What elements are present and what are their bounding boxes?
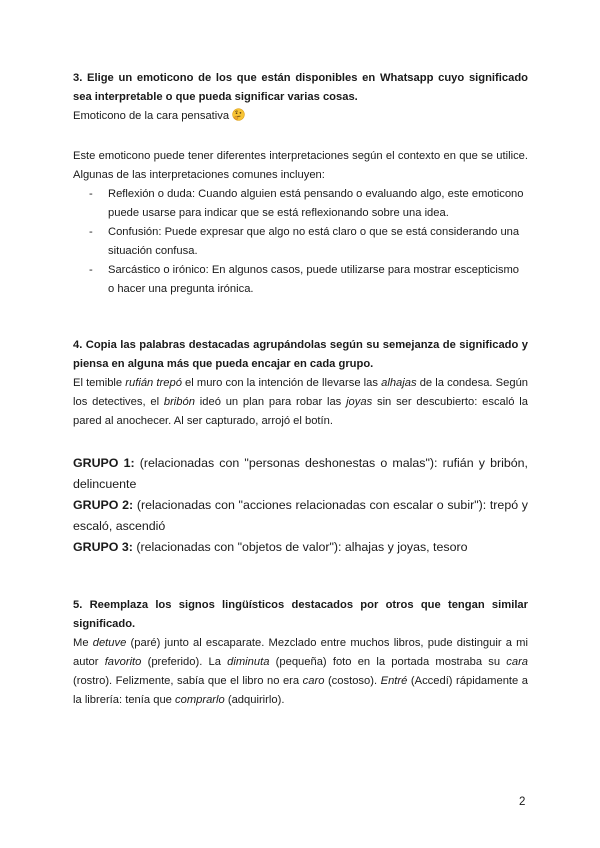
section-4 [73,336,528,431]
page-number: 2 [519,796,526,808]
question-4: 4. Copia las palabras destacadas agrupándolas según su semejanza de significado y piensa en alguna más que pueda encajar en cada grupo. [73,339,528,370]
interpretations-list [73,185,528,299]
highlighted-word: cara [506,656,529,668]
highlighted-word: comprarlo [175,694,225,706]
thinking-face-icon [232,108,245,128]
highlighted-word: rufián [125,377,154,389]
highlighted-word: alhajas [381,377,417,389]
list-item: - Confusión: Puede expresar que algo no está claro o que se está considerando una situación confusa. [73,223,528,261]
group-1: GRUPO 1: (relacionadas con "personas deshonestas o malas"): rufián y bribón, delincuente [73,456,528,491]
paragraph-5: Me detuve (paré) junto al escaparate. Mezclado entre muchos libros, pude distinguir a mi autor favorito (preferido). La diminuta (pequeña) foto en la portada mostraba su cara (rostro). Felizmente, sabía que el libro no era caro (costoso). Entré (Accedí) rápidamente a la librería: tenía que comprarlo (adquirirlo). [73,637,529,706]
list-item: - Sarcástico o irónico: En algunos casos, puede utilizarse para mostrar escepticismo o hacer una pregunta irónica. [73,261,528,299]
paragraph-4: El temible rufián trepó el muro con la intención de llevarse las alhajas de la condesa. Según los detectives, el bribón ideó un plan para robar las joyas sin ser descubierto: escaló la pared al anochecer. Al ser capturado, arrojó el botín. [73,377,529,427]
group-2: GRUPO 2: (relacionadas con "acciones relacionadas con escalar o subir"): trepó y escaló, ascendió [73,498,528,533]
highlighted-word: favorito [104,656,142,668]
question-3: 3. Elige un emoticono de los que están disponibles en Whatsapp cuyo significado sea interpretable o que pueda significar varias cosas. [73,72,528,103]
groups [73,453,528,558]
highlighted-word: joyas [346,396,373,408]
highlighted-word: trepó [156,377,182,389]
group-3: GRUPO 3: (relacionadas con "objetos de valor"): alhajas y joyas, tesoro [73,540,468,554]
answer-3: Emoticono de la cara pensativa [73,107,528,128]
highlighted-word: detuve [92,637,127,649]
question-5: 5. Reemplaza los signos lingüísticos destacados por otros que tengan similar significado. [73,599,528,630]
section-3 [73,69,528,299]
highlighted-word: caro [302,675,325,687]
highlighted-word: bribón [163,396,195,408]
highlighted-word: diminuta [227,656,270,668]
list-item: - Reflexión o duda: Cuando alguien está pensando o evaluando algo, este emoticono puede usarse para indicar que se está reflexionando sobre una idea. [73,185,528,223]
highlighted-word: Entré [380,675,408,687]
intro-3: Este emoticono puede tener diferentes interpretaciones según el contexto en que se utilice. Algunas de las interpretaciones comunes incluyen: [73,150,528,181]
section-5 [73,596,528,710]
